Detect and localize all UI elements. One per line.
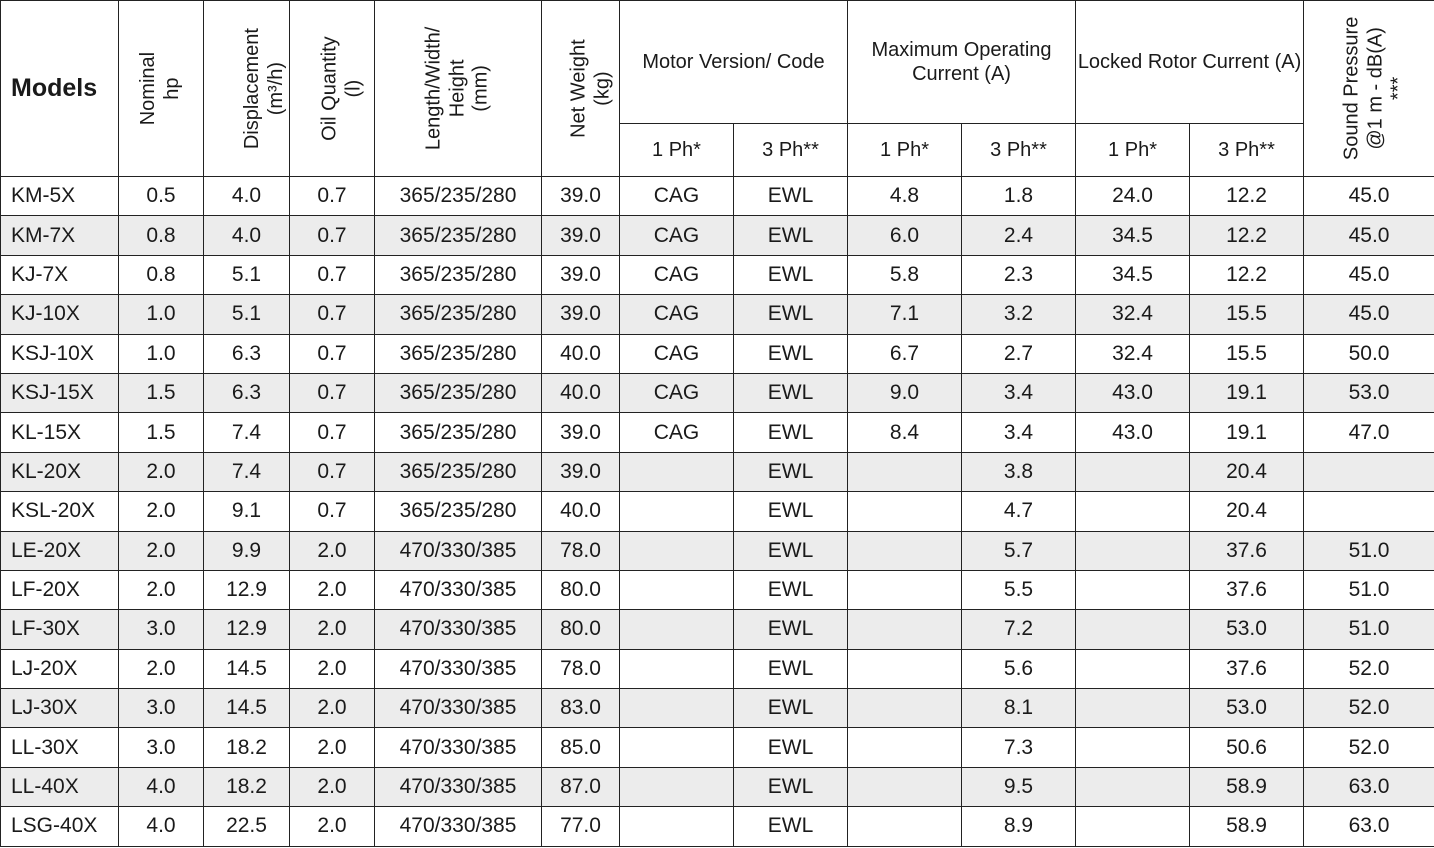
- cell-sound-pressure: 53.0: [1304, 373, 1434, 412]
- header-nominal-hp: [119, 1, 204, 177]
- header-sound-pressure-line3: ***: [1387, 76, 1410, 101]
- cell-moc-3ph: 2.4: [962, 216, 1076, 255]
- table-row: [1, 492, 1434, 531]
- cell-lrc-1ph: [1076, 610, 1190, 649]
- table-row: [1, 177, 1434, 216]
- cell-oil-quantity: 2.0: [290, 807, 375, 846]
- cell-nominal-hp: 2.0: [119, 452, 204, 491]
- cell-oil-quantity: 0.7: [290, 373, 375, 412]
- cell-lrc-1ph: [1076, 807, 1190, 846]
- cell-dimensions: 470/330/385: [375, 689, 542, 728]
- cell-motor-3ph: EWL: [734, 334, 848, 373]
- cell-model: KL-20X: [1, 452, 119, 491]
- cell-motor-1ph: CAG: [620, 334, 734, 373]
- cell-lrc-3ph: 50.6: [1190, 728, 1304, 767]
- cell-displacement: 5.1: [204, 255, 290, 294]
- header-motor-1ph: 1 Ph*: [620, 124, 734, 177]
- cell-net-weight: 39.0: [542, 216, 620, 255]
- cell-moc-3ph: 5.5: [962, 570, 1076, 609]
- cell-moc-1ph: 8.4: [848, 413, 962, 452]
- cell-nominal-hp: 0.5: [119, 177, 204, 216]
- cell-nominal-hp: 3.0: [119, 728, 204, 767]
- cell-motor-1ph: [620, 807, 734, 846]
- header-oil-quantity-line1: Oil Quantity: [318, 36, 341, 141]
- table-row: [1, 452, 1434, 491]
- cell-model: LJ-20X: [1, 649, 119, 688]
- header-sound-pressure: [1304, 1, 1434, 177]
- cell-sound-pressure: 50.0: [1304, 334, 1434, 373]
- cell-model: LE-20X: [1, 531, 119, 570]
- cell-moc-1ph: 5.8: [848, 255, 962, 294]
- cell-dimensions: 470/330/385: [375, 531, 542, 570]
- cell-moc-3ph: 3.8: [962, 452, 1076, 491]
- cell-displacement: 9.1: [204, 492, 290, 531]
- cell-displacement: 4.0: [204, 177, 290, 216]
- cell-lrc-1ph: [1076, 728, 1190, 767]
- cell-net-weight: 39.0: [542, 452, 620, 491]
- cell-nominal-hp: 1.5: [119, 413, 204, 452]
- cell-net-weight: 80.0: [542, 610, 620, 649]
- cell-moc-3ph: 4.7: [962, 492, 1076, 531]
- cell-lrc-3ph: 20.4: [1190, 452, 1304, 491]
- cell-sound-pressure: 63.0: [1304, 807, 1434, 846]
- cell-model: LJ-30X: [1, 689, 119, 728]
- cell-moc-3ph: 9.5: [962, 767, 1076, 806]
- cell-lrc-1ph: [1076, 531, 1190, 570]
- cell-sound-pressure: 51.0: [1304, 610, 1434, 649]
- cell-net-weight: 40.0: [542, 373, 620, 412]
- cell-displacement: 7.4: [204, 452, 290, 491]
- cell-moc-1ph: [848, 807, 962, 846]
- cell-motor-3ph: EWL: [734, 570, 848, 609]
- cell-motor-1ph: [620, 452, 734, 491]
- table-row: [1, 689, 1434, 728]
- cell-moc-3ph: 7.2: [962, 610, 1076, 649]
- cell-displacement: 6.3: [204, 334, 290, 373]
- cell-moc-1ph: [848, 492, 962, 531]
- cell-dimensions: 470/330/385: [375, 610, 542, 649]
- cell-moc-1ph: 7.1: [848, 295, 962, 334]
- cell-moc-3ph: 3.4: [962, 413, 1076, 452]
- cell-lrc-1ph: 43.0: [1076, 373, 1190, 412]
- table-row: [1, 413, 1434, 452]
- header-sound-pressure-line1: Sound Pressure: [1340, 16, 1363, 161]
- header-dimensions-line1: Length/Width/: [422, 26, 445, 151]
- cell-displacement: 14.5: [204, 649, 290, 688]
- cell-moc-3ph: 8.9: [962, 807, 1076, 846]
- cell-sound-pressure: 52.0: [1304, 728, 1434, 767]
- cell-motor-1ph: CAG: [620, 373, 734, 412]
- cell-motor-3ph: EWL: [734, 531, 848, 570]
- cell-lrc-1ph: 24.0: [1076, 177, 1190, 216]
- header-dimensions-line2: Height: [446, 59, 469, 118]
- table-row: [1, 295, 1434, 334]
- cell-oil-quantity: 0.7: [290, 334, 375, 373]
- cell-oil-quantity: 2.0: [290, 649, 375, 688]
- table-row: [1, 610, 1434, 649]
- cell-displacement: 14.5: [204, 689, 290, 728]
- cell-sound-pressure: [1304, 492, 1434, 531]
- cell-lrc-1ph: [1076, 767, 1190, 806]
- header-oil-quantity: [290, 1, 375, 177]
- cell-motor-3ph: EWL: [734, 689, 848, 728]
- cell-model: LL-30X: [1, 728, 119, 767]
- cell-net-weight: 39.0: [542, 413, 620, 452]
- cell-motor-3ph: EWL: [734, 452, 848, 491]
- cell-motor-1ph: CAG: [620, 413, 734, 452]
- cell-lrc-3ph: 37.6: [1190, 649, 1304, 688]
- cell-lrc-1ph: 34.5: [1076, 216, 1190, 255]
- cell-model: KSJ-10X: [1, 334, 119, 373]
- header-motor-version: Motor Version/ Code: [620, 1, 848, 124]
- cell-sound-pressure: 45.0: [1304, 177, 1434, 216]
- header-moc-3ph: 3 Ph**: [962, 124, 1076, 177]
- cell-nominal-hp: 1.5: [119, 373, 204, 412]
- cell-sound-pressure: [1304, 452, 1434, 491]
- cell-motor-3ph: EWL: [734, 373, 848, 412]
- cell-net-weight: 40.0: [542, 334, 620, 373]
- cell-oil-quantity: 2.0: [290, 767, 375, 806]
- cell-model: KSJ-15X: [1, 373, 119, 412]
- cell-moc-1ph: [848, 689, 962, 728]
- cell-dimensions: 365/235/280: [375, 452, 542, 491]
- cell-lrc-1ph: [1076, 649, 1190, 688]
- cell-motor-1ph: [620, 767, 734, 806]
- table-row: [1, 649, 1434, 688]
- cell-dimensions: 470/330/385: [375, 767, 542, 806]
- cell-net-weight: 39.0: [542, 177, 620, 216]
- cell-oil-quantity: 2.0: [290, 689, 375, 728]
- cell-lrc-3ph: 37.6: [1190, 531, 1304, 570]
- cell-moc-3ph: 1.8: [962, 177, 1076, 216]
- cell-nominal-hp: 2.0: [119, 649, 204, 688]
- cell-model: KL-15X: [1, 413, 119, 452]
- cell-model: LSG-40X: [1, 807, 119, 846]
- cell-motor-1ph: [620, 531, 734, 570]
- header-max-operating-current: Maximum Operating Current (A): [848, 1, 1076, 124]
- cell-motor-1ph: CAG: [620, 177, 734, 216]
- cell-motor-3ph: EWL: [734, 610, 848, 649]
- cell-moc-3ph: 2.7: [962, 334, 1076, 373]
- cell-lrc-3ph: 58.9: [1190, 767, 1304, 806]
- header-nominal-hp-line1: Nominal: [137, 51, 160, 126]
- cell-model: KM-5X: [1, 177, 119, 216]
- cell-motor-3ph: EWL: [734, 649, 848, 688]
- cell-model: LF-20X: [1, 570, 119, 609]
- cell-lrc-3ph: 12.2: [1190, 255, 1304, 294]
- table-row: [1, 255, 1434, 294]
- header-net-weight: [542, 1, 620, 177]
- cell-displacement: 9.9: [204, 531, 290, 570]
- header-sound-pressure-line2: @1 m - dB(A): [1363, 27, 1386, 150]
- cell-dimensions: 365/235/280: [375, 373, 542, 412]
- table-row: [1, 807, 1434, 846]
- cell-moc-3ph: 8.1: [962, 689, 1076, 728]
- header-displacement-line1: Displacement: [240, 27, 263, 150]
- cell-motor-1ph: [620, 689, 734, 728]
- cell-motor-1ph: [620, 492, 734, 531]
- header-motor-3ph: 3 Ph**: [734, 124, 848, 177]
- table-row: [1, 334, 1434, 373]
- cell-sound-pressure: 45.0: [1304, 216, 1434, 255]
- cell-motor-1ph: CAG: [620, 295, 734, 334]
- cell-motor-3ph: EWL: [734, 492, 848, 531]
- cell-net-weight: 78.0: [542, 649, 620, 688]
- cell-lrc-3ph: 12.2: [1190, 177, 1304, 216]
- cell-sound-pressure: 51.0: [1304, 531, 1434, 570]
- cell-motor-3ph: EWL: [734, 413, 848, 452]
- cell-net-weight: 80.0: [542, 570, 620, 609]
- cell-nominal-hp: 2.0: [119, 492, 204, 531]
- cell-moc-1ph: 6.7: [848, 334, 962, 373]
- cell-oil-quantity: 2.0: [290, 728, 375, 767]
- cell-dimensions: 365/235/280: [375, 492, 542, 531]
- header-moc-1ph: 1 Ph*: [848, 124, 962, 177]
- cell-lrc-3ph: 19.1: [1190, 413, 1304, 452]
- cell-moc-1ph: [848, 649, 962, 688]
- cell-displacement: 12.9: [204, 610, 290, 649]
- cell-moc-1ph: [848, 531, 962, 570]
- cell-sound-pressure: 52.0: [1304, 649, 1434, 688]
- cell-oil-quantity: 0.7: [290, 413, 375, 452]
- table-body: [1, 177, 1434, 847]
- cell-dimensions: 365/235/280: [375, 216, 542, 255]
- cell-motor-3ph: EWL: [734, 216, 848, 255]
- cell-model: KM-7X: [1, 216, 119, 255]
- cell-moc-1ph: [848, 570, 962, 609]
- table-row: [1, 216, 1434, 255]
- cell-net-weight: 85.0: [542, 728, 620, 767]
- header-displacement: [204, 1, 290, 177]
- cell-displacement: 4.0: [204, 216, 290, 255]
- table-row: [1, 570, 1434, 609]
- cell-nominal-hp: 1.0: [119, 334, 204, 373]
- cell-nominal-hp: 1.0: [119, 295, 204, 334]
- cell-dimensions: 470/330/385: [375, 807, 542, 846]
- cell-motor-3ph: EWL: [734, 255, 848, 294]
- cell-displacement: 22.5: [204, 807, 290, 846]
- cell-motor-1ph: [620, 649, 734, 688]
- cell-model: KJ-10X: [1, 295, 119, 334]
- cell-motor-3ph: EWL: [734, 177, 848, 216]
- cell-lrc-3ph: 19.1: [1190, 373, 1304, 412]
- cell-lrc-1ph: 32.4: [1076, 295, 1190, 334]
- cell-moc-3ph: 2.3: [962, 255, 1076, 294]
- cell-motor-3ph: EWL: [734, 807, 848, 846]
- cell-net-weight: 77.0: [542, 807, 620, 846]
- cell-net-weight: 78.0: [542, 531, 620, 570]
- cell-net-weight: 39.0: [542, 255, 620, 294]
- cell-moc-1ph: 9.0: [848, 373, 962, 412]
- cell-moc-1ph: [848, 610, 962, 649]
- cell-sound-pressure: 51.0: [1304, 570, 1434, 609]
- cell-oil-quantity: 0.7: [290, 216, 375, 255]
- cell-net-weight: 40.0: [542, 492, 620, 531]
- header-dimensions: [375, 1, 542, 177]
- cell-motor-3ph: EWL: [734, 728, 848, 767]
- header-displacement-line2: (m³/h): [264, 61, 287, 116]
- cell-sound-pressure: 45.0: [1304, 295, 1434, 334]
- cell-motor-1ph: [620, 570, 734, 609]
- cell-moc-1ph: [848, 728, 962, 767]
- cell-moc-3ph: 3.4: [962, 373, 1076, 412]
- cell-model: KJ-7X: [1, 255, 119, 294]
- cell-motor-1ph: CAG: [620, 255, 734, 294]
- table-row: [1, 728, 1434, 767]
- cell-motor-1ph: [620, 728, 734, 767]
- cell-dimensions: 365/235/280: [375, 295, 542, 334]
- cell-lrc-1ph: 34.5: [1076, 255, 1190, 294]
- cell-net-weight: 87.0: [542, 767, 620, 806]
- cell-moc-3ph: 5.6: [962, 649, 1076, 688]
- cell-oil-quantity: 0.7: [290, 255, 375, 294]
- cell-oil-quantity: 2.0: [290, 570, 375, 609]
- cell-displacement: 18.2: [204, 728, 290, 767]
- cell-lrc-3ph: 58.9: [1190, 807, 1304, 846]
- cell-lrc-1ph: 43.0: [1076, 413, 1190, 452]
- cell-nominal-hp: 4.0: [119, 807, 204, 846]
- header-lrc-3ph: 3 Ph**: [1190, 124, 1304, 177]
- cell-sound-pressure: 52.0: [1304, 689, 1434, 728]
- cell-motor-1ph: [620, 610, 734, 649]
- cell-nominal-hp: 4.0: [119, 767, 204, 806]
- cell-motor-3ph: EWL: [734, 295, 848, 334]
- cell-dimensions: 470/330/385: [375, 570, 542, 609]
- cell-moc-3ph: 5.7: [962, 531, 1076, 570]
- cell-nominal-hp: 2.0: [119, 570, 204, 609]
- cell-motor-1ph: CAG: [620, 216, 734, 255]
- cell-motor-3ph: EWL: [734, 767, 848, 806]
- cell-sound-pressure: 63.0: [1304, 767, 1434, 806]
- cell-oil-quantity: 0.7: [290, 177, 375, 216]
- cell-dimensions: 470/330/385: [375, 728, 542, 767]
- cell-lrc-1ph: [1076, 689, 1190, 728]
- cell-nominal-hp: 2.0: [119, 531, 204, 570]
- header-oil-quantity-line2: (l): [342, 79, 365, 98]
- cell-displacement: 7.4: [204, 413, 290, 452]
- header-lrc-1ph: 1 Ph*: [1076, 124, 1190, 177]
- header-net-weight-line2: (kg): [591, 71, 614, 106]
- cell-sound-pressure: 47.0: [1304, 413, 1434, 452]
- header-dimensions-line3: (mm): [469, 65, 492, 112]
- cell-displacement: 5.1: [204, 295, 290, 334]
- cell-lrc-3ph: 15.5: [1190, 295, 1304, 334]
- cell-lrc-3ph: 20.4: [1190, 492, 1304, 531]
- cell-moc-3ph: 7.3: [962, 728, 1076, 767]
- cell-lrc-3ph: 15.5: [1190, 334, 1304, 373]
- cell-nominal-hp: 3.0: [119, 689, 204, 728]
- cell-moc-1ph: [848, 452, 962, 491]
- table-row: [1, 531, 1434, 570]
- table-row: [1, 373, 1434, 412]
- cell-dimensions: 365/235/280: [375, 255, 542, 294]
- cell-dimensions: 470/330/385: [375, 649, 542, 688]
- cell-nominal-hp: 3.0: [119, 610, 204, 649]
- header-models: Models: [1, 1, 119, 177]
- cell-oil-quantity: 2.0: [290, 610, 375, 649]
- cell-lrc-1ph: [1076, 492, 1190, 531]
- table-row: [1, 767, 1434, 806]
- header-nominal-hp-line2: hp: [160, 77, 183, 100]
- header-locked-rotor-current: Locked Rotor Current (A): [1076, 1, 1304, 124]
- table-header: [1, 1, 1434, 177]
- cell-displacement: 18.2: [204, 767, 290, 806]
- header-net-weight-line1: Net Weight: [567, 39, 590, 138]
- cell-displacement: 6.3: [204, 373, 290, 412]
- cell-lrc-3ph: 37.6: [1190, 570, 1304, 609]
- cell-dimensions: 365/235/280: [375, 177, 542, 216]
- cell-model: LL-40X: [1, 767, 119, 806]
- cell-oil-quantity: 0.7: [290, 492, 375, 531]
- cell-moc-1ph: 4.8: [848, 177, 962, 216]
- cell-dimensions: 365/235/280: [375, 413, 542, 452]
- cell-moc-1ph: [848, 767, 962, 806]
- cell-lrc-1ph: 32.4: [1076, 334, 1190, 373]
- cell-net-weight: 39.0: [542, 295, 620, 334]
- cell-lrc-1ph: [1076, 570, 1190, 609]
- cell-oil-quantity: 2.0: [290, 531, 375, 570]
- cell-nominal-hp: 0.8: [119, 255, 204, 294]
- cell-moc-3ph: 3.2: [962, 295, 1076, 334]
- cell-lrc-1ph: [1076, 452, 1190, 491]
- cell-nominal-hp: 0.8: [119, 216, 204, 255]
- cell-dimensions: 365/235/280: [375, 334, 542, 373]
- cell-lrc-3ph: 53.0: [1190, 689, 1304, 728]
- cell-oil-quantity: 0.7: [290, 452, 375, 491]
- cell-lrc-3ph: 53.0: [1190, 610, 1304, 649]
- cell-displacement: 12.9: [204, 570, 290, 609]
- cell-model: KSL-20X: [1, 492, 119, 531]
- cell-oil-quantity: 0.7: [290, 295, 375, 334]
- cell-sound-pressure: 45.0: [1304, 255, 1434, 294]
- cell-model: LF-30X: [1, 610, 119, 649]
- cell-lrc-3ph: 12.2: [1190, 216, 1304, 255]
- cell-moc-1ph: 6.0: [848, 216, 962, 255]
- cell-net-weight: 83.0: [542, 689, 620, 728]
